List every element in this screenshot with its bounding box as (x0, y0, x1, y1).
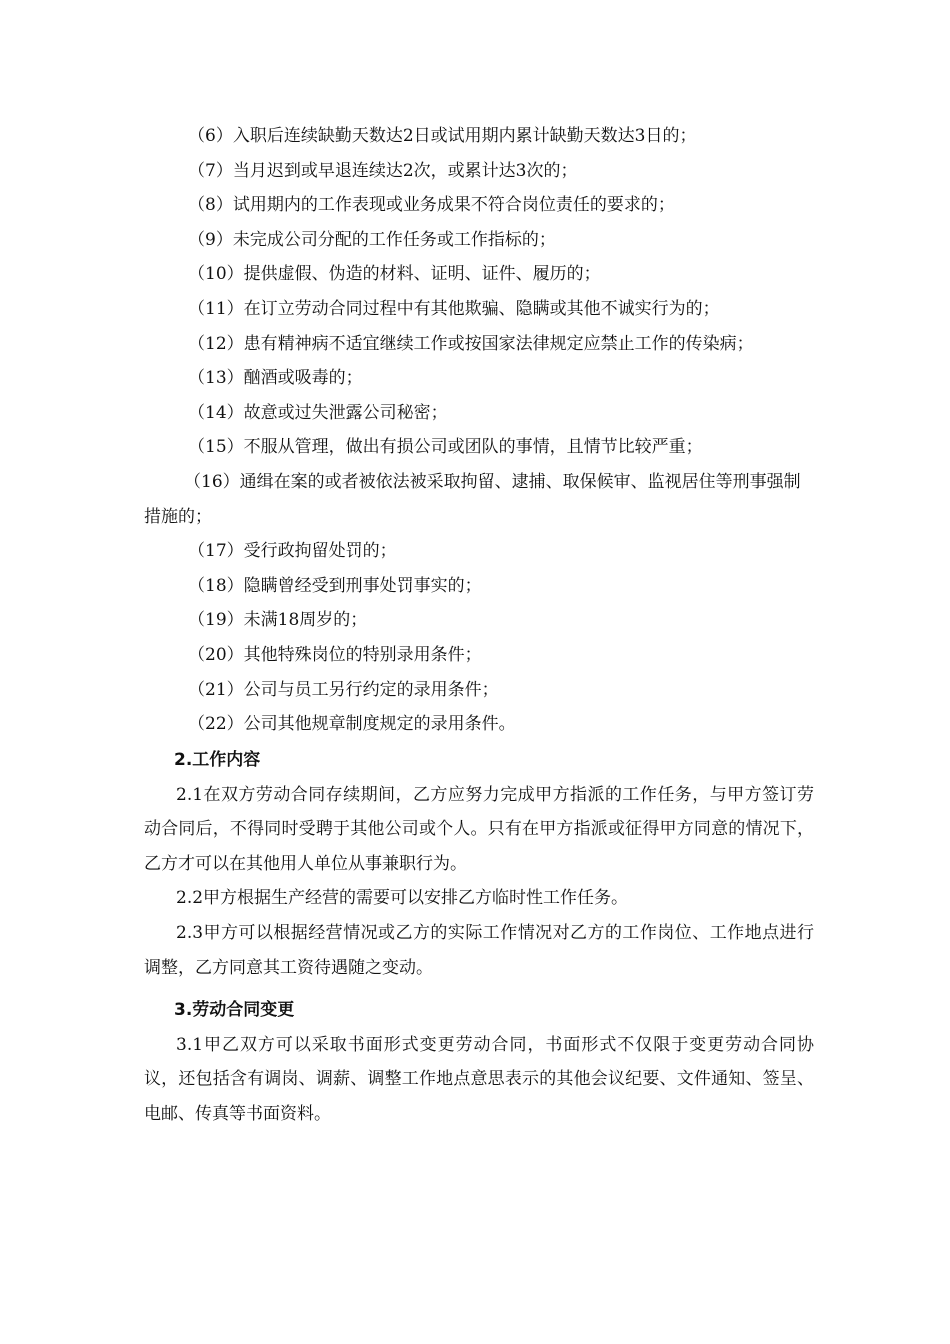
paragraph: 2.2甲方根据生产经营的需要可以安排乙方临时性工作任务。 (176, 888, 629, 909)
list-item: （20）其他特殊岗位的特别录用条件； (188, 644, 482, 665)
list-item: （12）患有精神病不适宜继续工作或按国家法律规定应禁止工作的传染病； (188, 333, 754, 354)
section-heading: 2.工作内容 (174, 750, 261, 770)
paragraph: 3.1甲乙双方可以采取书面形式变更劳动合同，书面形式不仅限于变更劳动合同协议，还包括含有调岗、调薪、调整工作地点意思表示的其他会议纪要、文件通知、签呈、电邮、传真等书面资料。 (144, 1034, 814, 1124)
paragraph: 2.1在双方劳动合同存续期间，乙方应努力完成甲方指派的工作任务，与甲方签订劳动合同后，不得同时受聘于其他公司或个人。只有在甲方指派或征得甲方同意的情况下，乙方才可以在其他用人单位从事兼职行为。 (144, 784, 814, 874)
paragraph: 2.3甲方可以根据经营情况或乙方的实际工作情况对乙方的工作岗位、工作地点进行调整，乙方同意其工资待遇随之变动。 (144, 922, 814, 978)
section-heading: 3.劳动合同变更 (174, 1000, 295, 1020)
list-item: （11）在订立劳动合同过程中有其他欺骗、隐瞒或其他不诚实行为的； (188, 298, 720, 319)
list-item: （9）未完成公司分配的工作任务或工作指标的； (188, 229, 556, 250)
hiring-conditions-list (144, 119, 814, 742)
list-item: （17）受行政拘留处罚的； (188, 541, 397, 562)
list-item: （7）当月迟到或早退连续达2次，或累计达3次的； (188, 160, 578, 181)
list-item: （21）公司与员工另行约定的录用条件； (188, 679, 499, 700)
section-contract-change (144, 993, 814, 1131)
list-item: （8）试用期内的工作表现或业务成果不符合岗位责任的要求的； (188, 195, 675, 216)
list-item: （18）隐瞒曾经受到刑事处罚事实的； (188, 575, 482, 596)
list-item: （15）不服从管理，做出有损公司或团队的事情，且情节比较严重； (188, 437, 703, 458)
list-item: （14）故意或过失泄露公司秘密； (188, 402, 448, 423)
list-item: （6）入职后连续缺勤天数达2日或试用期内累计缺勤天数达3日的； (188, 126, 697, 146)
list-item: （13）酗酒或吸毒的； (188, 368, 363, 389)
list-item: （10）提供虚假、伪造的材料、证明、证件、履历的； (188, 264, 601, 285)
list-item: （19）未满18周岁的； (188, 610, 368, 631)
section-work-content (144, 743, 814, 985)
list-item: （16）通缉在案的或者被依法被采取拘留、逮捕、取保候审、监视居住等刑事强制措施的； (144, 471, 801, 527)
list-item: （22）公司其他规章制度规定的录用条件。 (188, 714, 516, 735)
